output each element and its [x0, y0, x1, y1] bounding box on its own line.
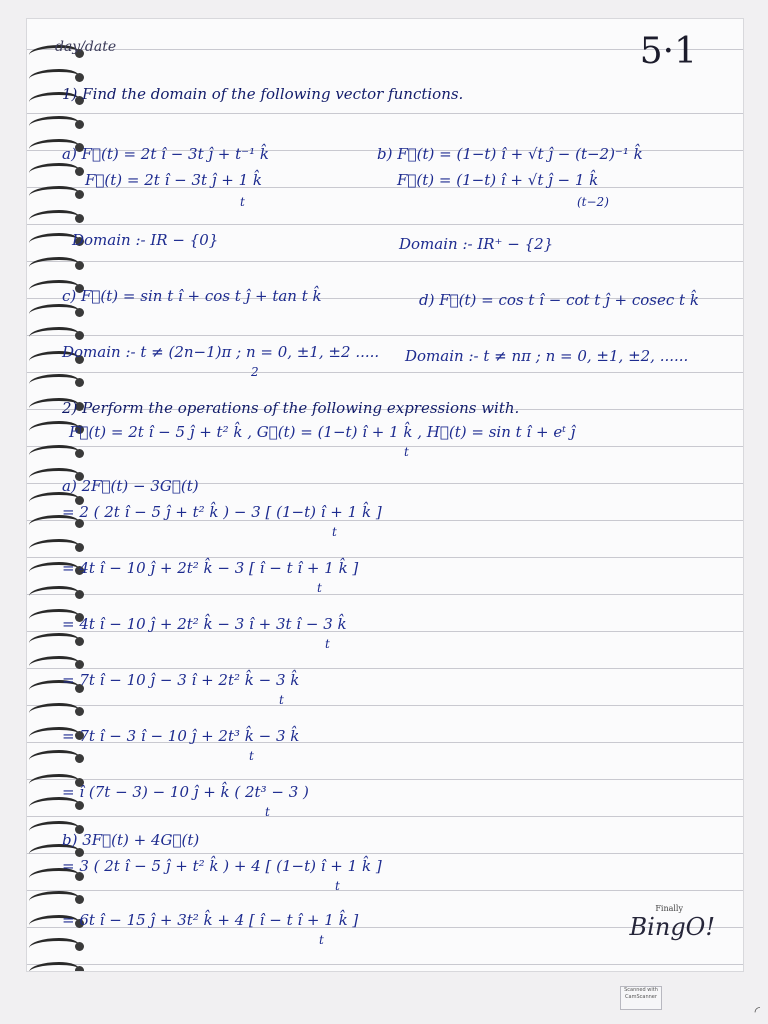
- part-a-domain: Domain :- IR − {0}: [72, 231, 219, 249]
- spiral-ring: [29, 962, 79, 973]
- part-d-definition: d) F⃗(t) = cos t î − cot t ĵ + cosec t k̂: [419, 291, 699, 309]
- spiral-ring: [29, 633, 79, 650]
- part-2a-step-3-denominator: t: [325, 637, 330, 651]
- binding-hole: [75, 848, 84, 857]
- spiral-ring: [29, 116, 79, 133]
- part-2a-step-6-denominator: t: [265, 805, 270, 819]
- spiral-ring: [29, 938, 79, 955]
- part-2b-step-1: = 3 ( 2t î − 5 ĵ + t² k̂ ) + 4 [ (1−t) î + 1 k̂ ]: [62, 857, 382, 875]
- spiral-ring: [29, 374, 79, 391]
- spiral-ring: [29, 750, 79, 767]
- day-date-label: day/date: [55, 39, 117, 55]
- bingo-logo: BingO!: [629, 913, 715, 941]
- part-2b-step-1-denominator: t: [335, 879, 340, 893]
- part-2a-step-1: = 2 ( 2t î − 5 ĵ + t² k̂ ) − 3 [ (1−t) î + 1 k̂ ]: [62, 503, 382, 521]
- question-2-definitions: F⃗(t) = 2t î − 5 ĵ + t² k̂ , G⃗(t) = (1−t) î + 1 k̂ , H⃗(t) = sin t î + eᵗ ĵ: [69, 423, 576, 441]
- part-2a-step-2-denominator: t: [317, 581, 322, 595]
- part-2b-heading: b) 3F⃗(t) + 4G⃗(t): [62, 831, 200, 849]
- binding-hole: [75, 637, 84, 646]
- part-2a-step-5-denominator: t: [249, 749, 254, 763]
- binding-hole: [75, 378, 84, 387]
- notebook-page: [26, 18, 744, 972]
- spiral-ring: [29, 186, 79, 203]
- spiral-ring: [29, 69, 79, 86]
- part-b-definition: b) F⃗(t) = (1−t) î + √t ĵ − (t−2)⁻¹ k̂: [377, 145, 643, 163]
- part-2b-step-2: = 6t î − 15 ĵ + 3t² k̂ + 4 [ î − t î + 1 k̂ ]: [62, 911, 359, 929]
- page-number: 5·1: [639, 31, 697, 72]
- spiral-ring: [29, 210, 79, 227]
- binding-hole: [75, 754, 84, 763]
- question-2-denominator: t: [404, 445, 409, 459]
- binding-hole: [75, 966, 84, 973]
- part-c-domain-denominator: 2: [251, 365, 259, 379]
- logo-tagline: Finally: [655, 904, 683, 913]
- part-2a-step-3: = 4t î − 10 ĵ + 2t² k̂ − 3 î + 3t î − 3 k̂: [62, 615, 347, 633]
- binding-hole: [75, 73, 84, 82]
- binding-hole: [75, 167, 84, 176]
- question-2: 2) Perform the operations of the following expressions with.: [62, 399, 520, 417]
- question-1: 1) Find the domain of the following vector functions.: [62, 85, 464, 103]
- binding-hole: [75, 707, 84, 716]
- binding-hole: [75, 308, 84, 317]
- spiral-ring: [29, 445, 79, 462]
- part-2a-step-1-denominator: t: [332, 525, 337, 539]
- part-2b-step-2-denominator: t: [319, 933, 324, 947]
- binding-hole: [75, 660, 84, 669]
- binding-hole: [75, 895, 84, 904]
- part-2a-step-4-denominator: t: [279, 693, 284, 707]
- page-curl-icon: ◜: [754, 1004, 760, 1020]
- spiral-ring: [29, 304, 79, 321]
- part-a-rewritten: F⃗(t) = 2t î − 3t ĵ + 1 k̂: [85, 171, 262, 189]
- spiral-ring: [29, 586, 79, 603]
- binding-hole: [75, 449, 84, 458]
- part-2a-step-4: = 7t î − 10 ĵ − 3 î + 2t² k̂ − 3 k̂: [62, 671, 300, 689]
- spiral-ring: [29, 327, 79, 344]
- spiral-ring: [29, 539, 79, 556]
- part-2a-heading: a) 2F⃗(t) − 3G⃗(t): [62, 477, 199, 495]
- part-d-domain: Domain :- t ≠ nπ ; n = 0, ±1, ±2, ......: [405, 347, 689, 365]
- part-b-rewritten: F⃗(t) = (1−t) î + √t ĵ − 1 k̂: [397, 171, 599, 189]
- binding-hole: [75, 543, 84, 552]
- binding-hole: [75, 942, 84, 951]
- part-2a-step-5: = 7t î − 3 î − 10 ĵ + 2t³ k̂ − 3 k̂: [62, 727, 300, 745]
- binding-hole: [75, 590, 84, 599]
- spiral-ring: [29, 257, 79, 274]
- binding-hole: [75, 190, 84, 199]
- binding-hole: [75, 801, 84, 810]
- part-b-rewritten-denominator: (t−2): [577, 195, 609, 209]
- part-a-rewritten-denominator: t: [240, 195, 245, 209]
- part-2a-step-6: = î (7t − 3) − 10 ĵ + k̂ ( 2t³ − 3 ): [62, 783, 309, 801]
- part-c-definition: c) F⃗(t) = sin t î + cos t ĵ + tan t k̂: [62, 287, 322, 305]
- binding-hole: [75, 120, 84, 129]
- binding-hole: [75, 261, 84, 270]
- part-b-domain: Domain :- IR⁺ − {2}: [399, 235, 554, 253]
- spiral-ring: [29, 891, 79, 908]
- part-c-domain: Domain :- t ≠ (2n−1)π ; n = 0, ±1, ±2 .....: [62, 343, 380, 361]
- camscanner-badge: Scanned with CamScanner: [620, 986, 662, 1010]
- spiral-ring: [29, 703, 79, 720]
- part-a-definition: a) F⃗(t) = 2t î − 3t ĵ + t⁻¹ k̂: [62, 145, 269, 163]
- binding-hole: [75, 331, 84, 340]
- part-2a-step-2: = 4t î − 10 ĵ + 2t² k̂ − 3 [ î − t î + 1 k̂ ]: [62, 559, 359, 577]
- spiral-ring: [29, 163, 79, 180]
- binding-hole: [75, 214, 84, 223]
